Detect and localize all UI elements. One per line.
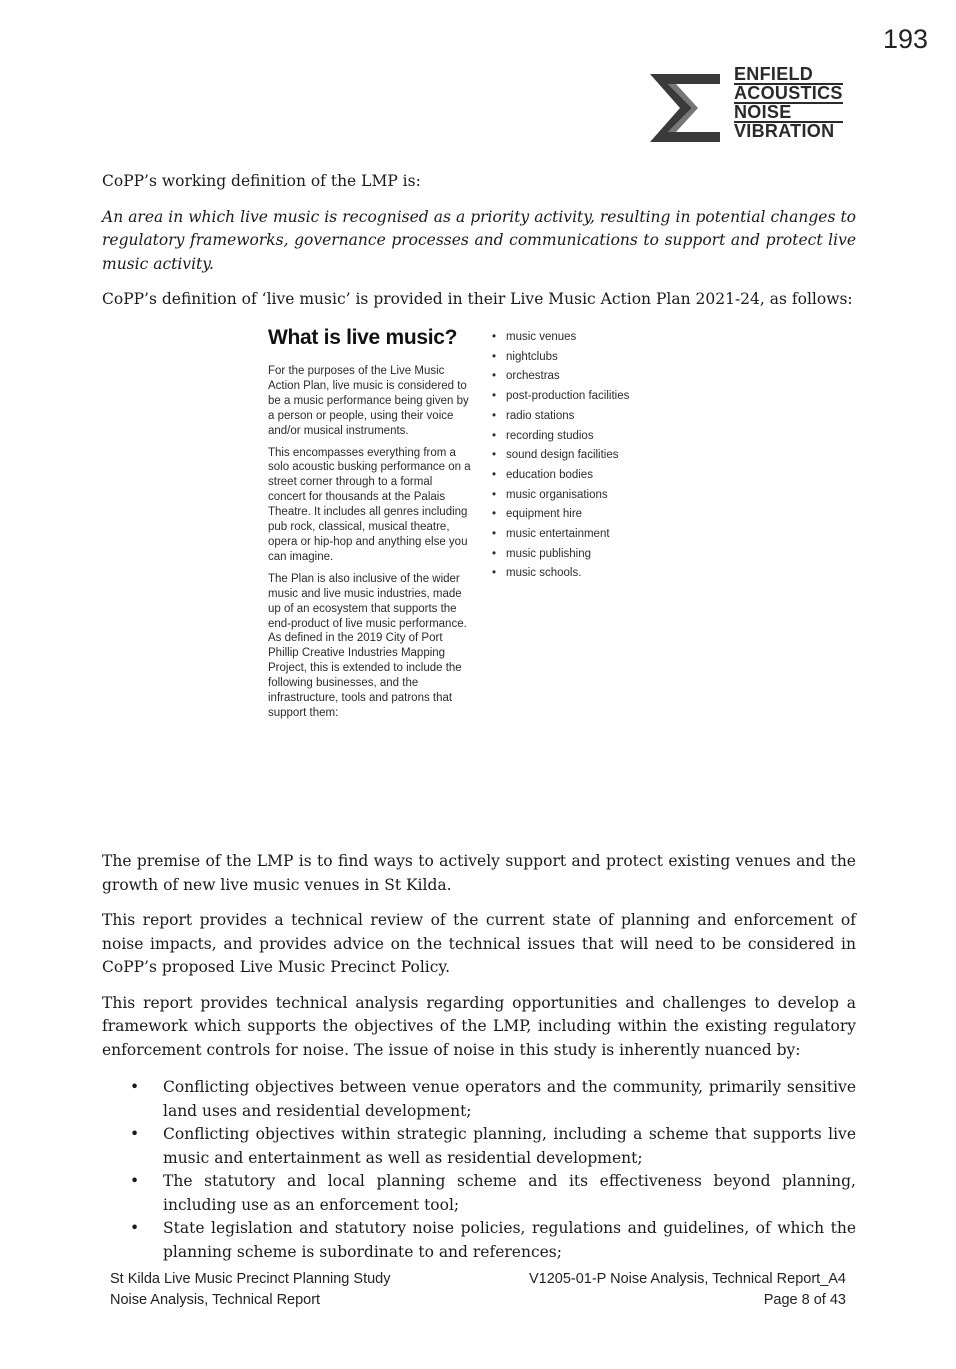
lmp-premise: The premise of the LMP is to find ways to actively support and protect existing venues and the growth of new live music venues in St Kilda. (102, 852, 856, 894)
live-music-definition-intro: CoPP’s definition of ‘live music’ is provided in their Live Music Action Plan 2021-24, as follows: (102, 290, 853, 308)
footer-report-title: Noise Analysis, Technical Report (110, 1292, 321, 1308)
list-item: • orchestras (492, 367, 629, 387)
figure-list (492, 328, 629, 584)
figure-paragraph: For the purposes of the Live Music Action Plan, live music is considered to be a music performance being given by a person or people, using their voice and/or musical instruments. (268, 365, 469, 437)
sigma-logo-icon (646, 70, 724, 144)
logo-wordmark (734, 66, 843, 140)
list-item: • education bodies (492, 466, 629, 486)
list-item: • music publishing (492, 545, 629, 565)
figure-text (268, 364, 472, 728)
logo-line-vibration: VIBRATION (734, 121, 843, 140)
footer-study-title: St Kilda Live Music Precinct Planning Study (110, 1271, 391, 1287)
list-item: • recording studios (492, 427, 629, 447)
footer-right (529, 1269, 846, 1311)
list-item: • nightclubs (492, 348, 629, 368)
list-item: • music entertainment (492, 525, 629, 545)
bullet-icon: • (130, 1172, 140, 1190)
issue-item: • The statutory and local planning scheme and its effectiveness beyond planning, including use as an enforcement tool; (130, 1172, 856, 1214)
lmp-definition: An area in which live music is recognised as a priority activity, resulting in potential changes to regulatory frameworks, governance processes and communications to support and protect live music activity. (102, 207, 856, 273)
issue-item: • Conflicting objectives within strategic planning, including a scheme that supports live music and entertainment as well as residential development; (130, 1125, 856, 1167)
issues-list (102, 1076, 856, 1264)
footer-document-id: V1205-01-P Noise Analysis, Technical Report_A4 (528, 1271, 846, 1287)
bullet-icon: • (130, 1219, 140, 1237)
list-item: • music schools. (492, 564, 629, 584)
report-review-paragraph: This report provides a technical review of the current state of planning and enforcement of noise impacts, and provides advice on the technical issues that will need to be considered in CoPP’s proposed Live Music Precinct Policy. (102, 911, 856, 976)
main-section (102, 850, 856, 1264)
figure-paragraph: This encompasses everything from a solo acoustic busking performance on a street corner through to a formal concert for thousands at the Palais Theatre. It includes all genres including pub rock, classical, musical theatre, opera or hip-hop and anything else you can imagine. (268, 446, 471, 563)
logo-line-noise: NOISE (734, 102, 843, 121)
page-number: 193 (882, 24, 928, 54)
list-item: • music organisations (492, 486, 629, 506)
issue-item: • Conflicting objectives between venue operators and the community, primarily sensitive land uses and residential development; (130, 1078, 856, 1120)
list-item: • equipment hire (492, 505, 629, 525)
list-item: • sound design facilities (492, 446, 629, 466)
footer-left (110, 1269, 390, 1311)
list-item: • post-production facilities (492, 387, 629, 407)
company-logo (646, 66, 876, 148)
bullet-icon: • (130, 1078, 140, 1096)
figure-paragraph: The Plan is also inclusive of the wider music and live music industries, made up of an ecosystem that supports the end-product of live music performance. As defined in the 2019 City of Port Phillip Creative Industries Mapping Project, this is extended to include the following businesses, and the infrastructure, tools and patrons that support them: (268, 572, 467, 719)
list-item: • music venues (492, 328, 629, 348)
live-music-figure (262, 320, 692, 820)
report-analysis-paragraph: This report provides technical analysis regarding opportunities and challenges to develop a framework which supports the objectives of the LMP, including within the existing regulatory enforcement controls for noise. The issue of noise in this study is inherently nuanced by: (102, 993, 856, 1059)
footer-page-count: Page 8 of 43 (763, 1292, 846, 1308)
logo-line-acoustics: ACOUSTICS (734, 83, 843, 103)
figure-heading: What is live music? (268, 326, 458, 349)
issue-item: • State legislation and statutory noise policies, regulations and guidelines, of which the planning scheme is subordinate to and references; (130, 1219, 856, 1261)
intro-section (102, 170, 856, 312)
bullet-icon: • (130, 1125, 140, 1143)
logo-line-enfield: ENFIELD (734, 64, 814, 84)
definition-intro: CoPP’s working definition of the LMP is: (102, 172, 421, 190)
list-item: • radio stations (492, 407, 629, 427)
